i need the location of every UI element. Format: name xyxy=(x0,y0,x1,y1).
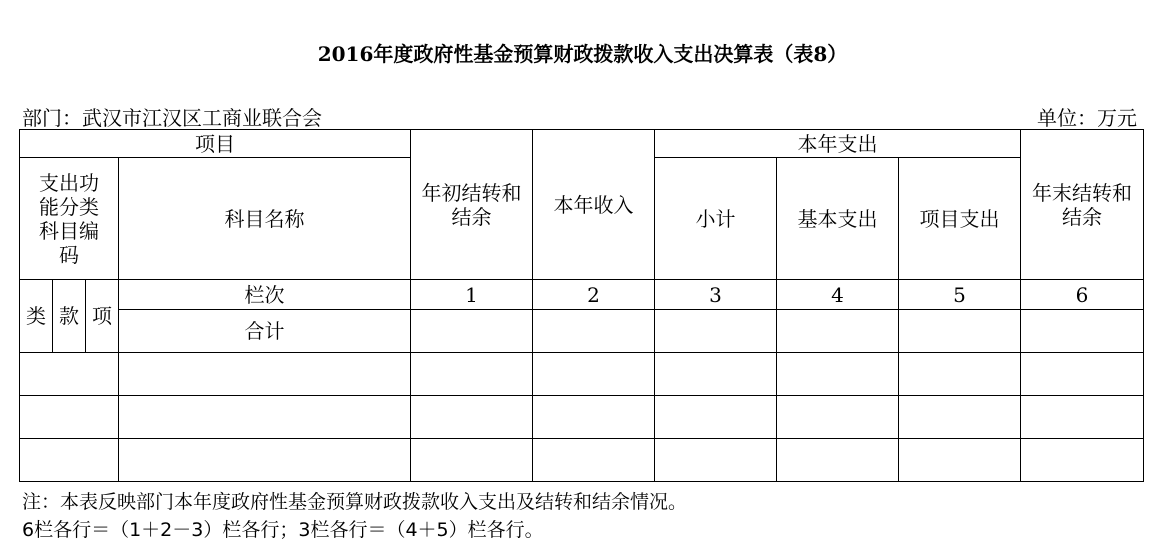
code-cell xyxy=(20,439,119,482)
subtotal-header: 小计 xyxy=(655,158,777,280)
code-cell xyxy=(20,396,119,439)
column-number-5: 5 xyxy=(899,280,1021,310)
column-number-6: 6 xyxy=(1021,280,1144,310)
code-cell xyxy=(20,353,119,396)
function-code-header: 支出功能分类科目编码 xyxy=(20,158,119,280)
sub-item-header: 项 xyxy=(86,280,119,353)
report-title: 2016年度政府性基金预算财政拨款收入支出决算表（表8） xyxy=(317,42,848,66)
current-year-expenditure-header: 本年支出 xyxy=(655,130,1021,158)
note-line-1: 注：本表反映部门本年度政府性基金预算财政拨款收入支出及结转和结余情况。 xyxy=(22,491,688,513)
data-cell xyxy=(899,439,1021,482)
subject-name-header: 科目名称 xyxy=(119,158,411,280)
note-line-2: 6栏各行＝（1＋2－3）栏各行；3栏各行＝（4＋5）栏各行。 xyxy=(22,519,544,541)
data-cell xyxy=(1021,439,1144,482)
total-cell-5 xyxy=(899,310,1021,353)
data-cell xyxy=(655,396,777,439)
table-row xyxy=(20,396,1144,439)
column-index-label: 栏次 xyxy=(119,280,411,310)
data-cell xyxy=(411,396,533,439)
data-cell xyxy=(899,396,1021,439)
total-label: 合计 xyxy=(119,310,411,353)
data-cell xyxy=(899,353,1021,396)
project-expenditure-header: 项目支出 xyxy=(899,158,1021,280)
budget-table xyxy=(19,129,1144,482)
subject-cell xyxy=(119,396,411,439)
total-row xyxy=(20,310,1144,353)
column-index-row xyxy=(20,280,1144,310)
data-cell xyxy=(1021,353,1144,396)
unit-label: 单位：万元 xyxy=(1037,106,1137,130)
data-cell xyxy=(655,353,777,396)
total-cell-2 xyxy=(533,310,655,353)
data-cell xyxy=(533,353,655,396)
table-row xyxy=(20,353,1144,396)
data-cell xyxy=(655,439,777,482)
header-row-1 xyxy=(20,130,1144,158)
column-number-4: 4 xyxy=(777,280,899,310)
data-cell xyxy=(777,439,899,482)
data-cell xyxy=(1021,396,1144,439)
closing-balance-header: 年末结转和结余 xyxy=(1021,130,1144,280)
column-number-1: 1 xyxy=(411,280,533,310)
data-cell xyxy=(777,353,899,396)
data-cell xyxy=(777,396,899,439)
total-cell-6 xyxy=(1021,310,1144,353)
current-year-income-header: 本年收入 xyxy=(533,130,655,280)
category-header: 类 xyxy=(20,280,53,353)
opening-balance-header: 年初结转和结余 xyxy=(411,130,533,280)
data-cell xyxy=(533,396,655,439)
department-label: 部门：武汉市江汉区工商业联合会 xyxy=(22,106,322,130)
column-number-3: 3 xyxy=(655,280,777,310)
total-cell-3 xyxy=(655,310,777,353)
data-cell xyxy=(411,439,533,482)
total-cell-1 xyxy=(411,310,533,353)
data-cell xyxy=(533,439,655,482)
subject-cell xyxy=(119,353,411,396)
item-header: 项目 xyxy=(20,130,411,158)
subject-cell xyxy=(119,439,411,482)
total-cell-4 xyxy=(777,310,899,353)
basic-expenditure-header: 基本支出 xyxy=(777,158,899,280)
table-row xyxy=(20,439,1144,482)
section-header: 款 xyxy=(53,280,86,353)
column-number-2: 2 xyxy=(533,280,655,310)
data-cell xyxy=(411,353,533,396)
